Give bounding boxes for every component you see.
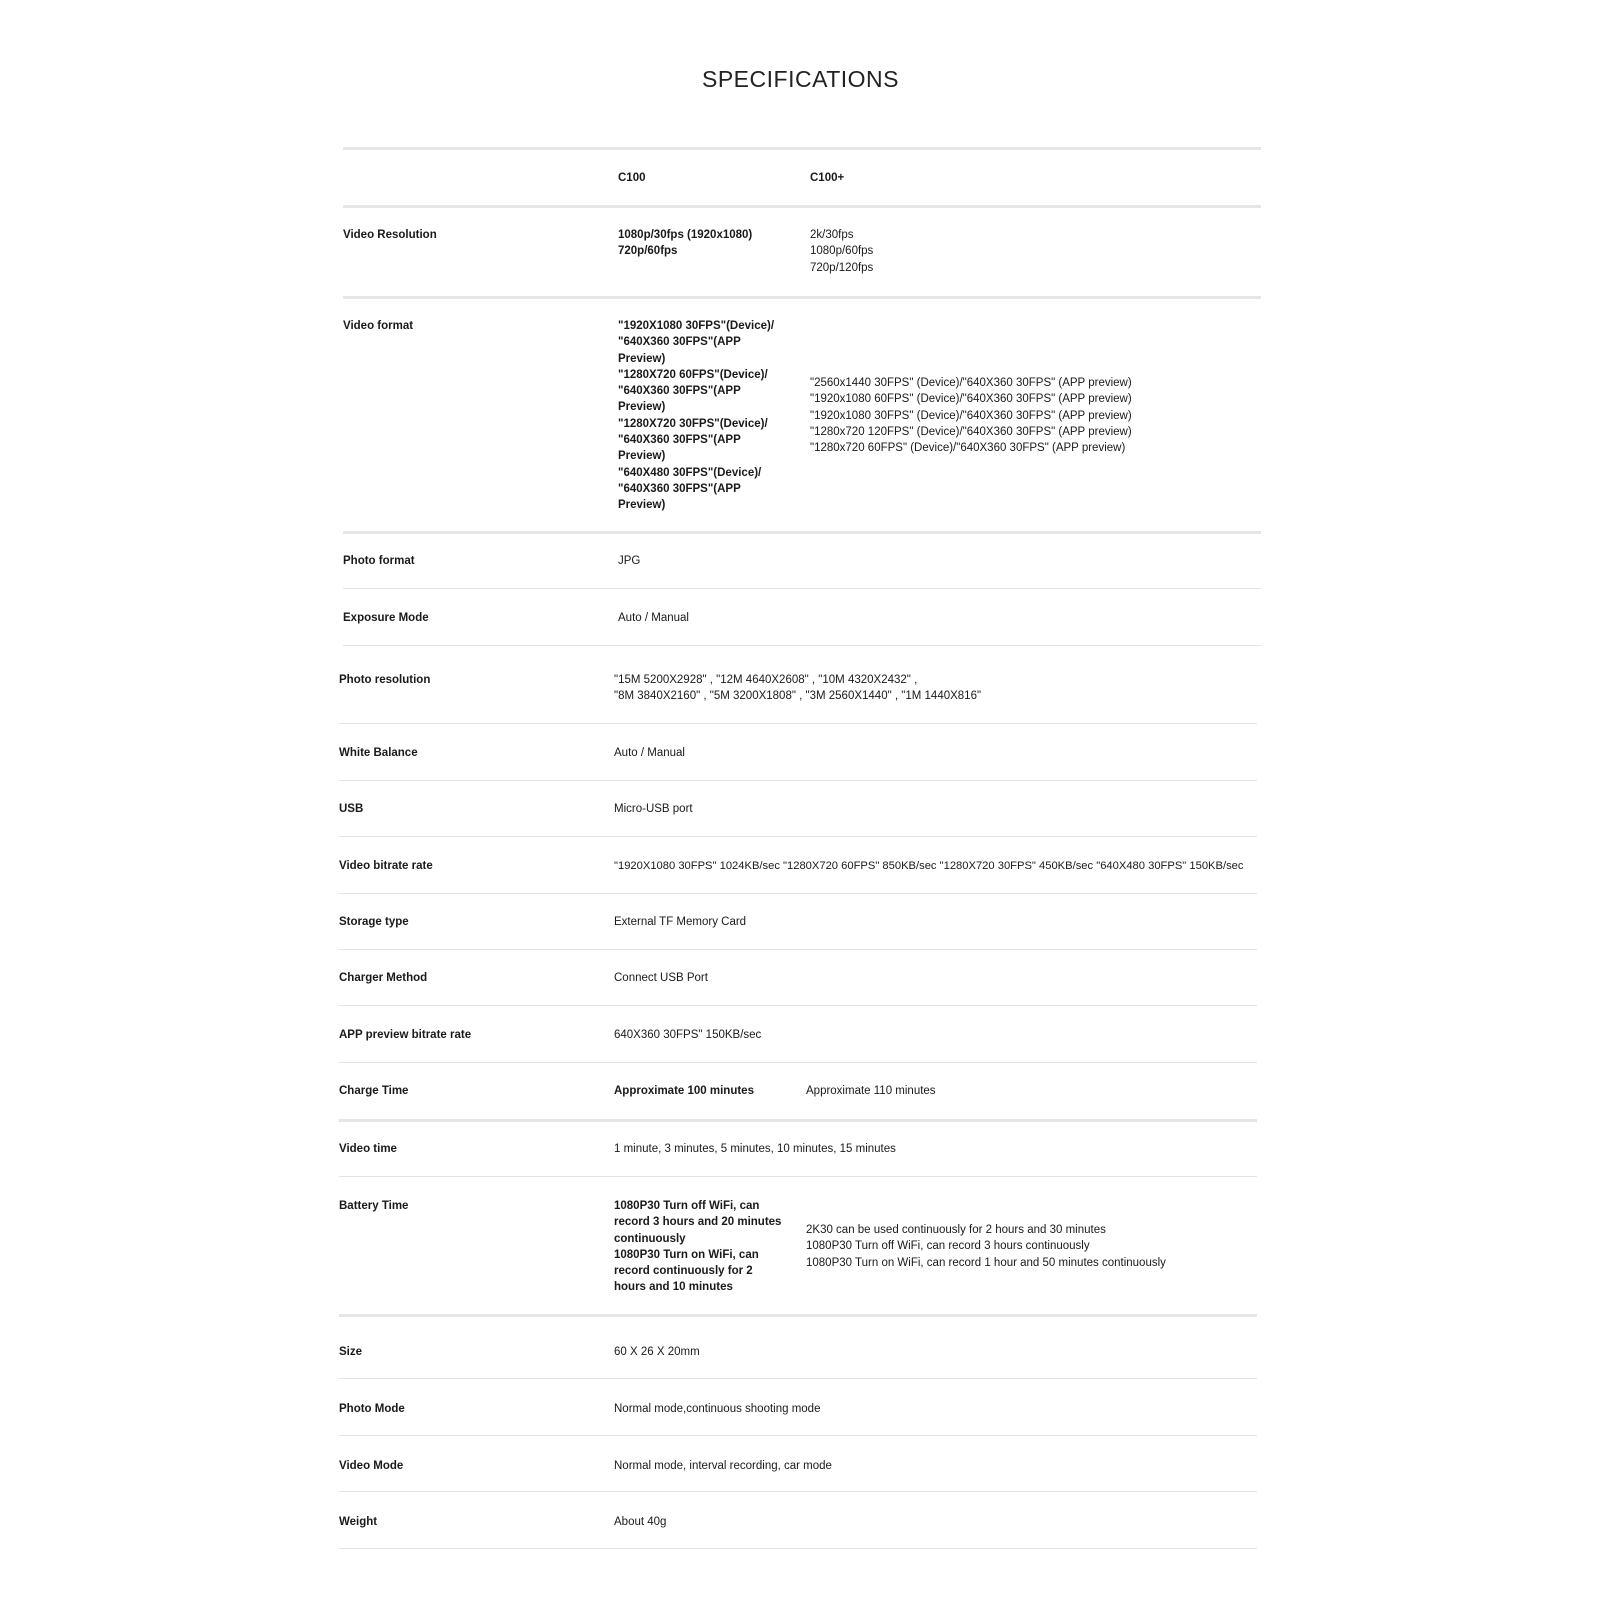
usb-value: Micro-USB port — [614, 803, 693, 815]
video-bitrate-value: "1920X1080 30FPS" 1024KB/sec "1280X720 60FPS" 850KB/sec "1280X720 30FPS" 450KB/sec "640X480 30FPS" 150KB/sec — [614, 860, 1244, 872]
video-mode-value: Normal mode, interval recording, car mode — [614, 1460, 832, 1472]
row-label-white-balance: White Balance — [339, 747, 418, 759]
row-label-video-bitrate: Video bitrate rate — [339, 860, 433, 872]
divider — [343, 588, 1261, 589]
divider — [339, 1119, 1257, 1122]
photo-mode-value: Normal mode,continuous shooting mode — [614, 1403, 821, 1415]
divider — [339, 1062, 1257, 1063]
video-resolution-c100: 1080p/30fps (1920x1080) 720p/60fps — [618, 229, 753, 258]
row-label-photo-mode: Photo Mode — [339, 1403, 405, 1415]
video-resolution-c100-plus: 2k/30fps 1080p/60fps 720p/120fps — [810, 229, 874, 274]
divider — [343, 147, 1261, 150]
charge-time-c100-plus: Approximate 110 minutes — [806, 1085, 936, 1097]
divider — [343, 531, 1261, 534]
divider — [339, 949, 1257, 950]
divider — [339, 1378, 1257, 1379]
row-label-size: Size — [339, 1346, 363, 1358]
battery-time-c100-plus: 2K30 can be used continuously for 2 hours and 30 minutes 1080P30 Turn off WiFi, can record 3 hours continuously 1080P30 Turn on WiFi, can record 1 hour and 50 minutes continuously — [806, 1224, 1166, 1269]
app-preview-bitrate-value: 640X360 30FPS" 150KB/sec — [614, 1029, 762, 1041]
divider — [339, 723, 1257, 724]
battery-time-c100: 1080P30 Turn off WiFi, can record 3 hours and 20 minutes continuously 1080P30 Turn on WiFi, can record continuously for 2 hours and 10 minutes — [614, 1200, 782, 1294]
divider — [339, 1491, 1257, 1492]
row-label-video-time: Video time — [339, 1143, 397, 1155]
video-time-value: 1 minute, 3 minutes, 5 minutes, 10 minutes, 15 minutes — [614, 1143, 896, 1155]
row-label-video-format: Video format — [343, 320, 414, 332]
divider — [339, 1005, 1257, 1006]
charge-time-c100: Approximate 100 minutes — [614, 1085, 754, 1097]
row-label-exposure-mode: Exposure Mode — [343, 612, 429, 624]
divider — [339, 1314, 1257, 1317]
weight-value: About 40g — [614, 1516, 667, 1528]
row-label-video-resolution: Video Resolution — [343, 229, 437, 241]
column-header-c100-plus: C100+ — [810, 172, 845, 184]
row-label-battery-time: Battery Time — [339, 1200, 409, 1212]
row-label-storage-type: Storage type — [339, 916, 409, 928]
row-label-photo-resolution: Photo resolution — [339, 674, 431, 686]
divider — [339, 836, 1257, 837]
divider — [343, 205, 1261, 208]
exposure-mode-value: Auto / Manual — [618, 612, 689, 624]
row-label-app-preview-bitrate: APP preview bitrate rate — [339, 1029, 472, 1041]
divider — [339, 1435, 1257, 1436]
charger-method-value: Connect USB Port — [614, 972, 708, 984]
page-title: SPECIFICATIONS — [702, 66, 899, 92]
row-label-charge-time: Charge Time — [339, 1085, 409, 1097]
divider — [343, 645, 1261, 646]
row-label-weight: Weight — [339, 1516, 378, 1528]
divider — [339, 1176, 1257, 1177]
video-format-c100-plus: "2560x1440 30FPS" (Device)/"640X360 30FPS" (APP preview) "1920x1080 60FPS" (Device)/"640X360 30FPS" (APP preview) "1920x1080 30FPS" (Device)/"640X360 30FPS" (APP preview) "1280x720 120FPS" (Device)/"640X360 30FPS" (APP preview) "1280x720 60FPS" (Device)/"640X360 30FPS" (APP preview) — [810, 377, 1132, 455]
divider — [339, 780, 1257, 781]
size-value: 60 X 26 X 20mm — [614, 1346, 700, 1358]
photo-format-value: JPG — [618, 555, 641, 567]
column-header-c100: C100 — [618, 172, 646, 184]
row-label-video-mode: Video Mode — [339, 1460, 404, 1472]
photo-resolution-value: "15M 5200X2928" , "12M 4640X2608" , "10M 4320X2432" , "8M 3840X2160" , "5M 3200X1808" , "3M 2560X1440" , "1M 1440X816" — [614, 674, 982, 703]
video-format-c100: "1920X1080 30FPS"(Device)/ "640X360 30FPS"(APP Preview) "1280X720 60FPS"(Device)/ "640X360 30FPS"(APP Preview) "1280X720 30FPS"(Device)/ "640X360 30FPS"(APP Preview) "640X480 30FPS"(Device)/ "640X360 30FPS"(APP Preview) — [618, 320, 775, 512]
storage-type-value: External TF Memory Card — [614, 916, 747, 928]
divider — [339, 893, 1257, 894]
white-balance-value: Auto / Manual — [614, 747, 685, 759]
row-label-photo-format: Photo format — [343, 555, 415, 567]
divider — [339, 1548, 1257, 1549]
row-label-usb: USB — [339, 803, 364, 815]
row-label-charger-method: Charger Method — [339, 972, 428, 984]
divider — [343, 296, 1261, 299]
